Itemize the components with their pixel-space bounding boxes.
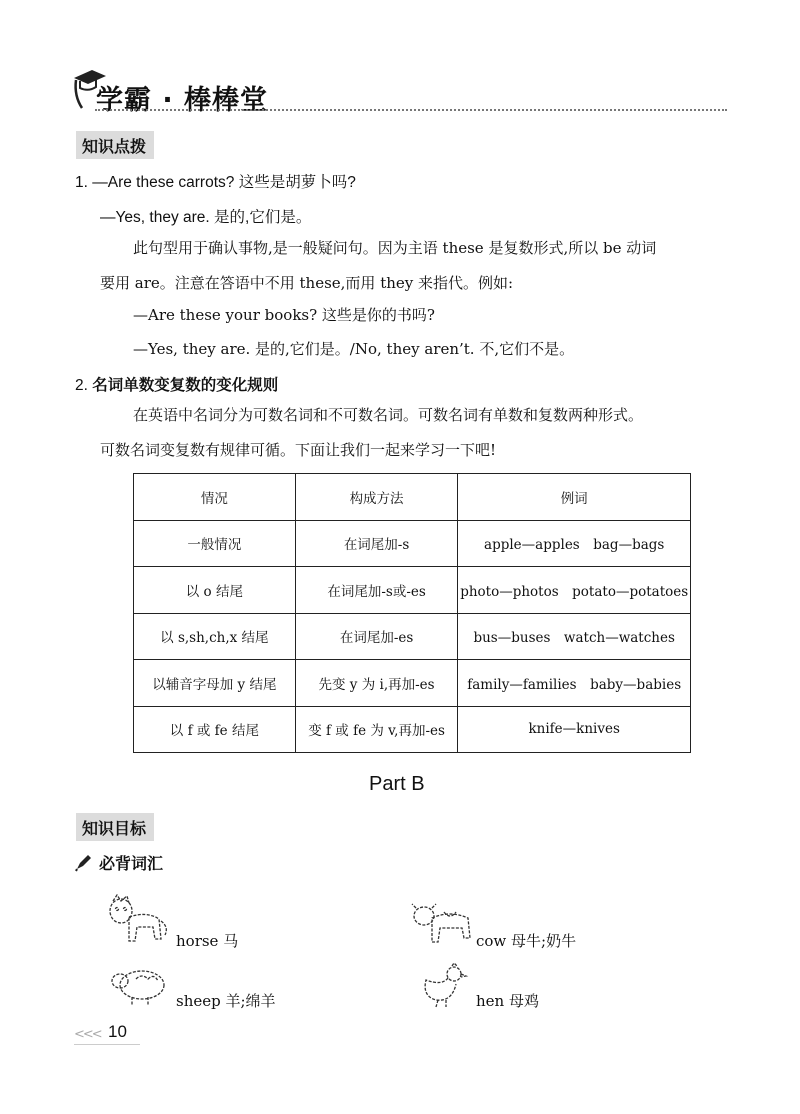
point1-question-text: —Are these carrots? 这些是胡萝卜吗? <box>92 174 356 191</box>
point2-number: 2. <box>75 377 88 394</box>
vocab-word-cow: cow 母牛;奶牛 <box>476 932 577 950</box>
vocab-word-sheep: sheep 羊;绵羊 <box>176 992 276 1010</box>
point2-explain-line2: 可数名词变复数有规律可循。下面让我们一起来学习一下吧! <box>100 441 497 459</box>
point2-explain-line1: 在英语中名词分为可数名词和不可数名词。可数名词有单数和复数两种形式。 <box>133 406 644 424</box>
vocab-heading: 必背词汇 <box>99 854 164 873</box>
table-cell: 在词尾加-es <box>295 613 458 660</box>
pencil-icon <box>74 852 94 872</box>
point2-title: 名词单数变复数的变化规则 <box>92 376 279 394</box>
section-tag-knowledge: 知识点拨 <box>76 131 154 159</box>
sheep-icon <box>108 963 168 1007</box>
section-tag-goal: 知识目标 <box>76 813 154 841</box>
table-cell: bus—buses watch—watches <box>458 613 691 660</box>
table-cell: 以辅音字母加 y 结尾 <box>134 660 296 707</box>
part-b-title: Part B <box>369 773 425 795</box>
point1-example-question: —Are these your books? 这些是你的书吗? <box>133 306 435 324</box>
point1-answer: —Yes, they are. 是的,它们是。 <box>100 209 312 226</box>
point1-explain-line2: 要用 are。注意在答语中不用 these,而用 they 来指代。例如: <box>100 274 514 292</box>
table-cell: apple—apples bag—bags <box>458 520 691 567</box>
page-number: 10 <box>108 1022 127 1041</box>
table-row <box>134 706 691 753</box>
table-cell: 以 o 结尾 <box>134 567 296 614</box>
table-cell: 变 f 或 fe 为 v,再加-es <box>295 706 458 753</box>
hen-icon <box>416 962 472 1008</box>
horse-icon <box>103 893 173 949</box>
table-header-cell: 例词 <box>458 474 691 521</box>
point1-question <box>75 170 356 192</box>
point2-heading <box>75 373 278 395</box>
point1-number: 1. <box>75 174 88 191</box>
table-cell: family—families baby—babies <box>458 660 691 707</box>
table-cell: knife—knives <box>458 706 691 753</box>
table-cell: 在词尾加-s或-es <box>295 567 458 614</box>
point1-example-answer: —Yes, they are. 是的,它们是。/No, they aren’t. 不,它们不是。 <box>133 340 575 358</box>
cow-icon <box>410 900 476 950</box>
table-cell: 先变 y 为 i,再加-es <box>295 660 458 707</box>
table-cell: photo—photos potato—potatoes <box>458 567 691 614</box>
vocab-word-horse: horse 马 <box>176 932 239 950</box>
header-title: 学霸 · 棒棒堂 <box>96 85 269 116</box>
table-header-cell: 构成方法 <box>295 474 458 521</box>
footer-divider <box>74 1044 140 1045</box>
point1-explain-line1: 此句型用于确认事物,是一般疑问句。因为主语 these 是复数形式,所以 be 动词 <box>133 239 657 257</box>
table-cell: 一般情况 <box>134 520 296 567</box>
header-divider <box>95 109 727 111</box>
table-cell: 以 f 或 fe 结尾 <box>134 706 296 753</box>
table-row <box>134 520 691 567</box>
table-header-cell: 情况 <box>134 474 296 521</box>
plural-rules-table <box>133 473 691 753</box>
vocab-word-hen: hen 母鸡 <box>476 992 539 1010</box>
table-cell: 在词尾加-s <box>295 520 458 567</box>
table-row <box>134 613 691 660</box>
table-row <box>134 567 691 614</box>
table-header-row <box>134 474 691 521</box>
table-cell: 以 s,sh,ch,x 结尾 <box>134 613 296 660</box>
table-row <box>134 660 691 707</box>
chevron-left-icon: <<< <box>74 1027 101 1042</box>
